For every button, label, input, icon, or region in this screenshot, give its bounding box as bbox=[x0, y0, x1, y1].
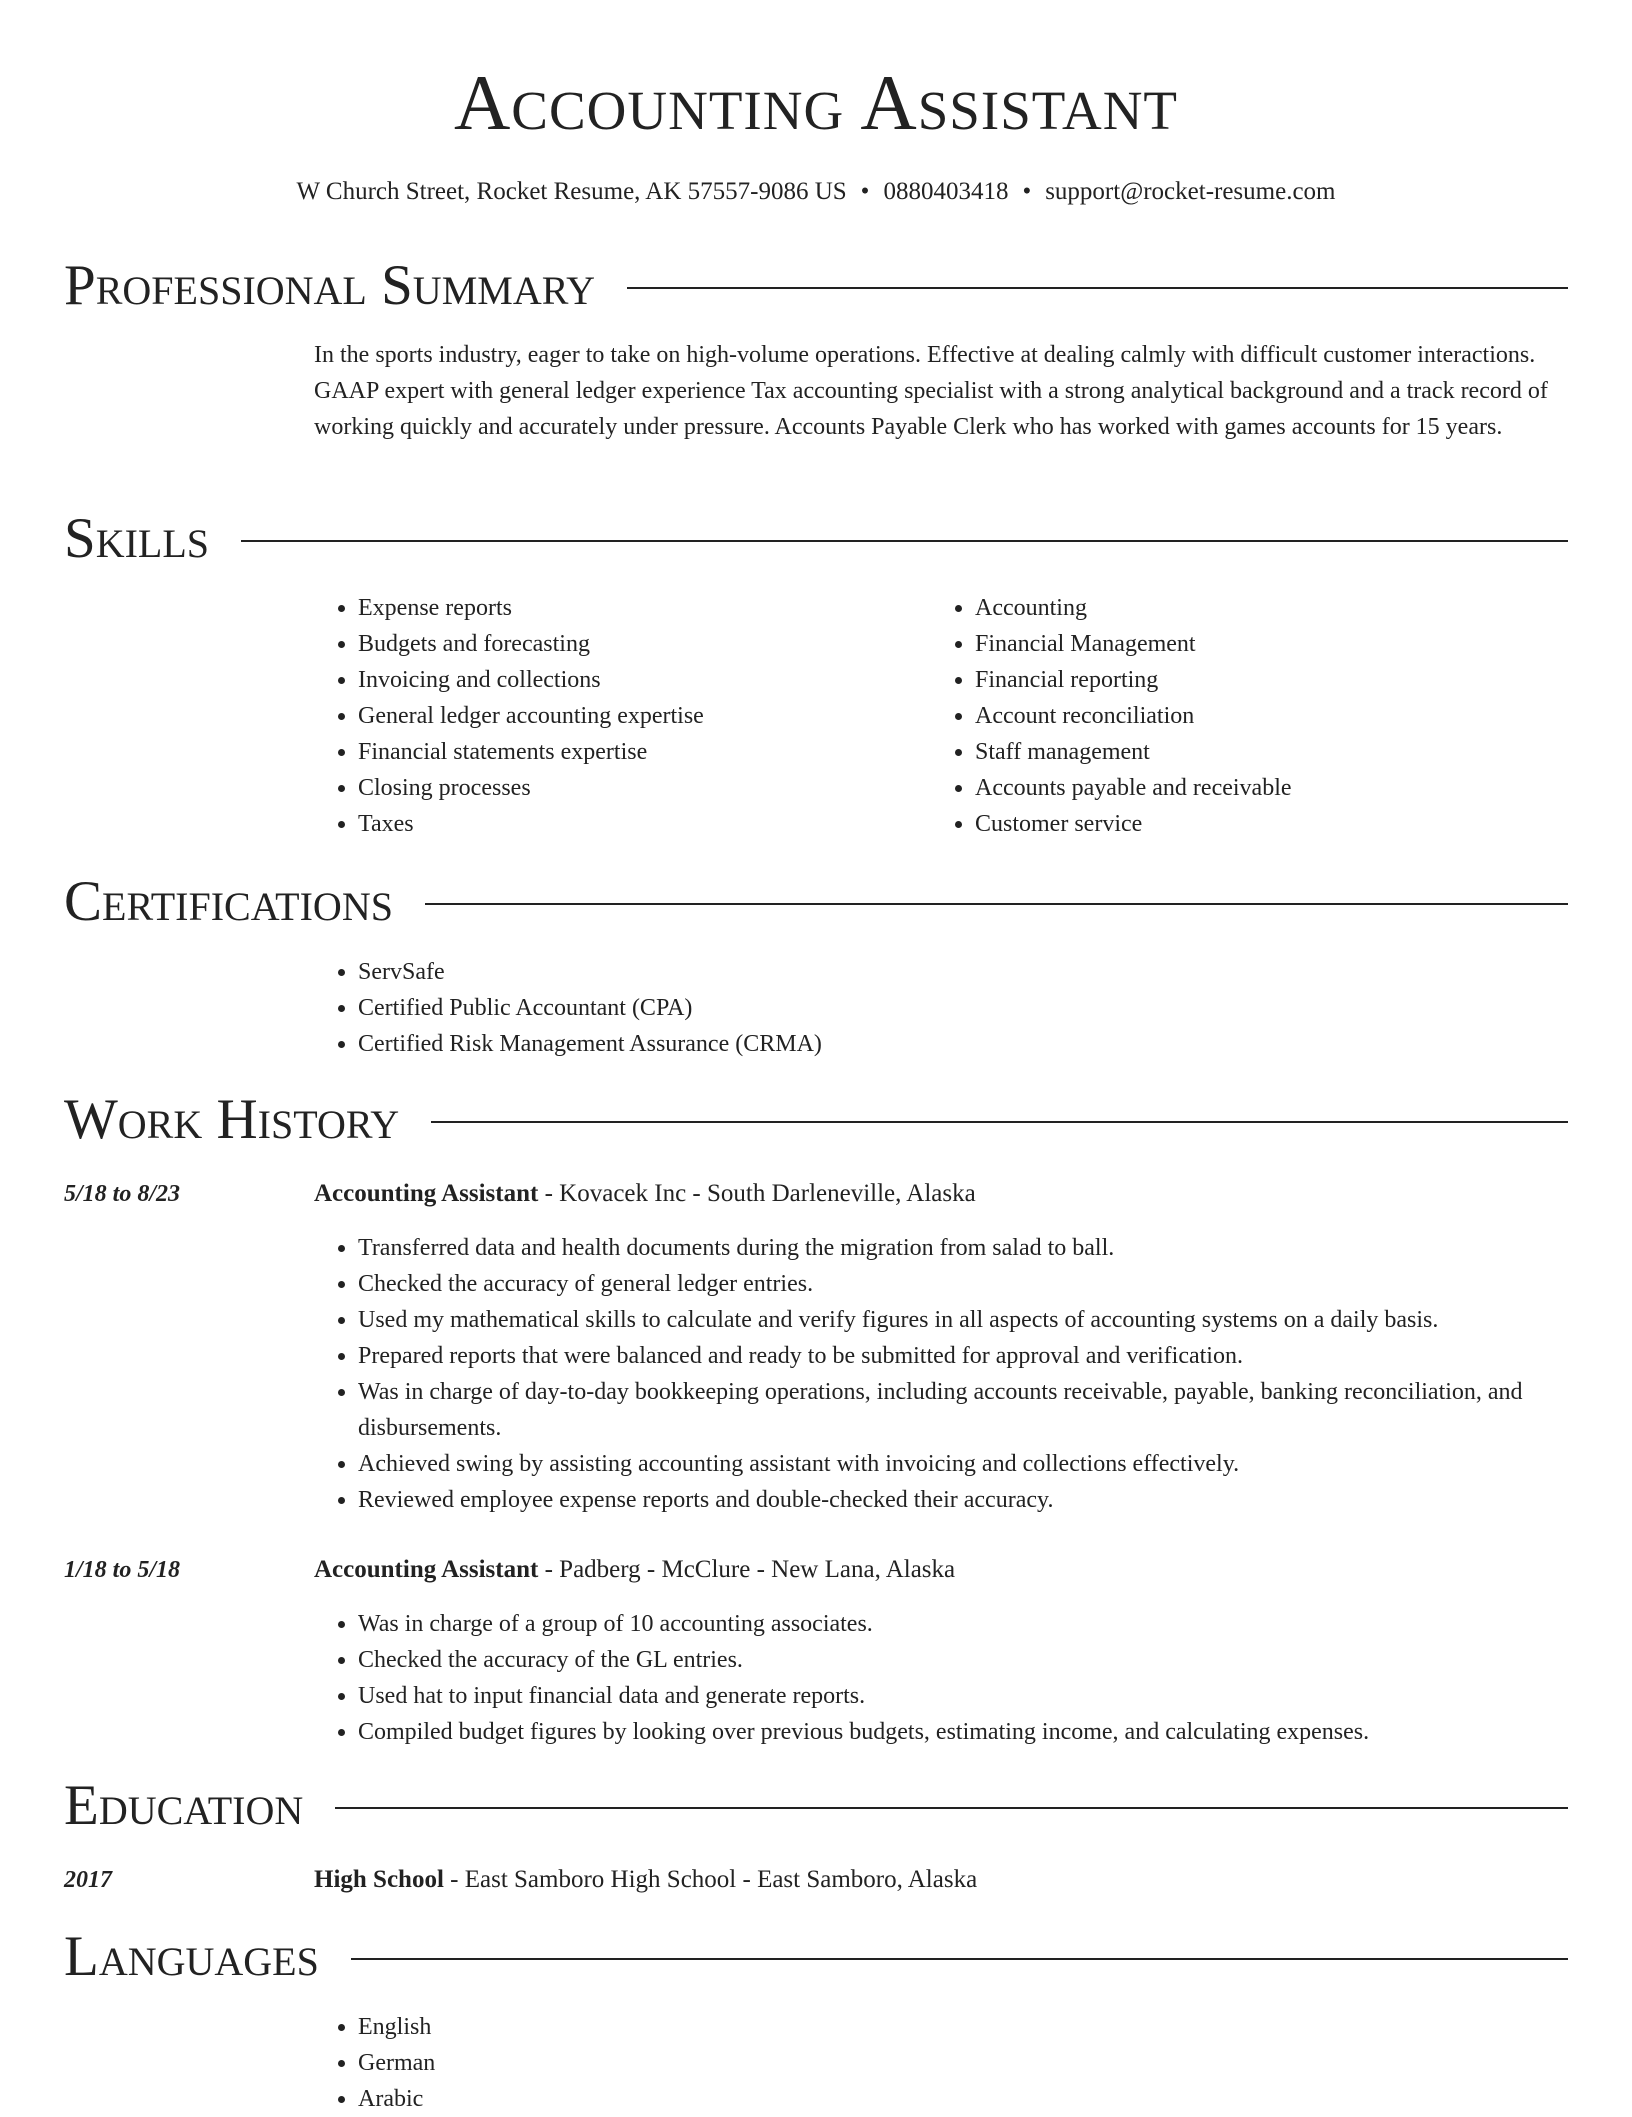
skill-item: • Financial Management bbox=[975, 626, 1535, 662]
job-bullet: • Used my mathematical skills to calculate and verify figures in all aspects of accounting systems on a daily basis. bbox=[358, 1302, 1612, 1338]
education-line bbox=[314, 1862, 977, 1898]
job-dates: 5/18 to 8/23 bbox=[64, 1181, 181, 1207]
job-bullet: • Reviewed employee expense reports and double-checked their accuracy. bbox=[358, 1482, 1612, 1518]
contact-line bbox=[0, 175, 1632, 209]
skill-item: • Expense reports bbox=[358, 590, 918, 626]
certification-item: • ServSafe bbox=[358, 954, 1612, 990]
job-title-line bbox=[314, 1552, 955, 1588]
section-divider bbox=[425, 903, 1568, 905]
section-heading-certifications bbox=[64, 870, 1568, 934]
contact-phone: 0880403418 bbox=[883, 178, 1009, 205]
section-divider bbox=[431, 1121, 1568, 1123]
certifications-list bbox=[314, 954, 1612, 1062]
section-divider bbox=[627, 287, 1568, 289]
section-title: Work History bbox=[64, 1088, 400, 1151]
contact-separator: • bbox=[1022, 178, 1032, 205]
section-heading-work-history bbox=[64, 1088, 1568, 1152]
section-heading-skills bbox=[64, 507, 1568, 571]
job-bullets bbox=[314, 1606, 1612, 1750]
job-dates: 1/18 to 5/18 bbox=[64, 1557, 181, 1583]
job-bullet: • Used hat to input financial data and generate reports. bbox=[358, 1678, 1612, 1714]
section-divider bbox=[335, 1807, 1568, 1809]
job-bullet: • Checked the accuracy of general ledger entries. bbox=[358, 1266, 1612, 1302]
job-bullet: • Achieved swing by assisting accounting assistant with invoicing and collections effectively. bbox=[358, 1446, 1612, 1482]
section-title: Languages bbox=[64, 1925, 319, 1988]
job-bullet: • Prepared reports that were balanced and ready to be submitted for approval and verification. bbox=[358, 1338, 1612, 1374]
job-bullet: • Transferred data and health documents during the migration from salad to ball. bbox=[358, 1230, 1612, 1266]
skill-item: • Taxes bbox=[358, 806, 918, 842]
contact-separator: • bbox=[860, 178, 870, 205]
skill-item: • Accounting bbox=[975, 590, 1535, 626]
section-heading-education bbox=[64, 1774, 1568, 1838]
language-item: • German bbox=[358, 2045, 1612, 2081]
section-title: Skills bbox=[64, 507, 210, 570]
language-item: • Arabic bbox=[358, 2081, 1612, 2117]
contact-address: W Church Street, Rocket Resume, AK 57557-9086 US bbox=[296, 178, 847, 205]
job-details: - Kovacek Inc - South Darleneville, Alaska bbox=[538, 1180, 976, 1207]
education-year: 2017 bbox=[64, 1867, 112, 1893]
skills-list-left bbox=[314, 590, 918, 842]
section-divider bbox=[241, 540, 1568, 542]
skill-item: • Closing processes bbox=[358, 770, 918, 806]
job-bullets bbox=[314, 1230, 1612, 1518]
skill-item: • General ledger accounting expertise bbox=[358, 698, 918, 734]
education-details: - East Samboro High School - East Samboro, Alaska bbox=[443, 1866, 978, 1893]
section-title: Professional Summary bbox=[64, 254, 596, 317]
section-title: Education bbox=[64, 1774, 304, 1837]
certification-item: • Certified Risk Management Assurance (CRMA) bbox=[358, 1026, 1612, 1062]
education-degree: High School bbox=[314, 1866, 444, 1893]
section-heading-summary bbox=[64, 254, 1568, 318]
skill-item: • Account reconciliation bbox=[975, 698, 1535, 734]
job-bullet: • Was in charge of day-to-day bookkeeping operations, including accounts receivable, payable, banking reconciliation, and disbursements. bbox=[358, 1374, 1612, 1446]
job-details: - Padberg - McClure - New Lana, Alaska bbox=[538, 1556, 956, 1583]
skill-item: • Staff management bbox=[975, 734, 1535, 770]
skills-list-right bbox=[931, 590, 1535, 842]
job-bullet: • Compiled budget figures by looking over previous budgets, estimating income, and calculating expenses. bbox=[358, 1714, 1612, 1750]
certification-item: • Certified Public Accountant (CPA) bbox=[358, 990, 1612, 1026]
skill-item: • Invoicing and collections bbox=[358, 662, 918, 698]
languages-list bbox=[314, 2009, 1612, 2117]
skill-item: • Accounts payable and receivable bbox=[975, 770, 1535, 806]
skill-item: • Customer service bbox=[975, 806, 1535, 842]
job-bullet: • Checked the accuracy of the GL entries. bbox=[358, 1642, 1612, 1678]
summary-text: In the sports industry, eager to take on high-volume operations. Effective at dealing calmly with difficult customer interactions. GAAP expert with general ledger experience Tax accounting specialist with a strong analytical background and a track record of working quickly and accurately under pressure. Accounts Payable Clerk who has worked with games accounts for 15 years. bbox=[314, 342, 1548, 440]
contact-email: support@rocket-resume.com bbox=[1045, 178, 1336, 205]
skill-item: • Budgets and forecasting bbox=[358, 626, 918, 662]
section-title: Certifications bbox=[64, 870, 393, 933]
section-divider bbox=[351, 1958, 1568, 1960]
job-bullet: • Was in charge of a group of 10 accounting associates. bbox=[358, 1606, 1612, 1642]
skill-item: • Financial statements expertise bbox=[358, 734, 918, 770]
section-heading-languages bbox=[64, 1925, 1568, 1989]
skill-item: • Financial reporting bbox=[975, 662, 1535, 698]
job-title: Accounting Assistant bbox=[314, 1556, 539, 1583]
resume-name: Accounting Assistant bbox=[453, 59, 1179, 146]
job-title: Accounting Assistant bbox=[314, 1180, 539, 1207]
language-item: • English bbox=[358, 2009, 1612, 2045]
job-title-line bbox=[314, 1176, 976, 1212]
